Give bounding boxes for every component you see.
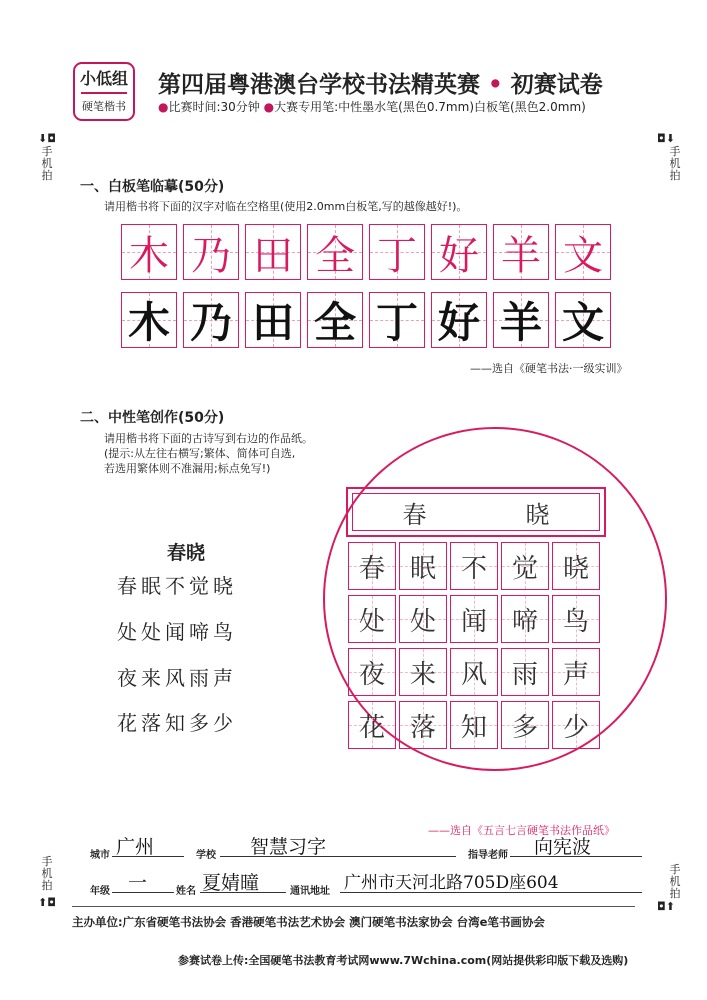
paper-grid-cell [348, 595, 396, 643]
title-separator: • [488, 71, 503, 98]
paper-grid-cell [501, 648, 549, 696]
camera-icon: ⬇◘ [38, 132, 56, 145]
title-suffix: 初赛试卷 [510, 71, 603, 98]
section1-source: ——选自《硬笔书法·一级实训》 [470, 362, 628, 375]
trace-cell [183, 224, 239, 280]
copy-cell [369, 292, 425, 348]
paper-grid-char: 声 [562, 659, 589, 690]
poem-line: 花落知多少 [117, 711, 237, 735]
section2-instruction-3: 若选用繁体则不准漏用;标点免写!) [104, 462, 271, 475]
camera-icon: ◘⬆ [657, 900, 675, 913]
teacher-label: 指导老师 [468, 850, 508, 861]
poem-line: 夜来风雨声 [117, 666, 237, 690]
trace-char: 全 [315, 232, 355, 279]
copy-cell [431, 292, 487, 348]
side-label-bottom-left: 手机拍 [41, 855, 53, 892]
section2-instruction-1: 请用楷书将下面的古诗写到右边的作品纸。 [104, 432, 313, 445]
grade-field[interactable] [112, 868, 174, 893]
paper-grid-cell [399, 648, 447, 696]
side-label-bottom-right: 手机拍 [669, 863, 681, 900]
city-label: 城市 [90, 850, 110, 861]
camera-icon: ⬆◘ [38, 896, 56, 909]
paper-grid-cell [501, 595, 549, 643]
copy-cell [183, 292, 239, 348]
title-main: 第四届粤港澳台学校书法精英赛 [158, 71, 480, 98]
section2-instruction-2: (提示:从左往右横写;繁体、简体可自选, [104, 447, 296, 460]
trace-cell [493, 224, 549, 280]
paper-grid-cell [450, 542, 498, 590]
camera-icon: ◘⬇ [657, 132, 675, 145]
copy-char: 文 [561, 298, 604, 347]
trace-cell [121, 224, 177, 280]
trace-char: 文 [563, 232, 603, 279]
paper-grid-cell [501, 701, 549, 749]
paper-grid-cell [399, 701, 447, 749]
copy-char: 田 [251, 298, 294, 347]
trace-char: 羊 [501, 232, 541, 279]
paper-grid-cell [552, 542, 600, 590]
paper-grid-cell [450, 648, 498, 696]
paper-grid-char: 不 [460, 553, 487, 584]
poem-line: 处处闻啼鸟 [117, 620, 237, 644]
section2-source: ——选自《五言七言硬笔书法作品纸》 [428, 824, 615, 837]
page-title [158, 66, 603, 99]
school-field[interactable] [220, 832, 456, 857]
paper-grid-cell [348, 542, 396, 590]
paper-grid-cell [450, 595, 498, 643]
copy-cell [493, 292, 549, 348]
paper-grid-cell [399, 542, 447, 590]
section1-instruction: 请用楷书将下面的汉字对临在空格里(使用2.0mm白板笔,写的越像越好!)。 [104, 200, 468, 213]
bullet-icon: ● [158, 100, 169, 114]
organizers: 主办单位:广东省硬笔书法协会 香港硬笔书法艺术协会 澳门硬笔书法家协会 台湾e笔书画协会 [72, 915, 545, 929]
copy-cell [245, 292, 301, 348]
trace-char: 丁 [377, 232, 417, 279]
paper-grid-char: 觉 [511, 553, 538, 584]
paper-grid-cell [552, 701, 600, 749]
paper-grid-char: 眠 [409, 553, 436, 584]
footer-divider [72, 906, 635, 907]
paper-grid-char: 风 [460, 659, 487, 690]
side-label-top-left: 手机拍 [41, 145, 53, 182]
paper-grid-cell [348, 648, 396, 696]
paper-grid-cell [552, 648, 600, 696]
address-value: 广州市天河北路705D座604 [344, 873, 559, 893]
name-value: 夏婧曈 [202, 872, 260, 894]
paper-grid-char: 来 [409, 659, 436, 690]
exam-pens: 大赛专用笔:中性墨水笔(黑色0.7mm)白板笔(黑色2.0mm) [274, 100, 586, 114]
paper-grid-char: 晓 [562, 553, 589, 584]
paper-grid-char: 多 [511, 712, 538, 743]
paper-grid-char: 闻 [460, 606, 487, 637]
paper-grid-char: 处 [358, 606, 385, 637]
paper-title-box [346, 487, 606, 537]
grade-label: 年级 [90, 886, 110, 897]
trace-cell [307, 224, 363, 280]
copy-cell [307, 292, 363, 348]
paper-grid-char: 落 [409, 712, 436, 743]
copy-cell [121, 292, 177, 348]
paper-grid-char: 啼 [511, 606, 538, 637]
paper-title-char: 晓 [525, 500, 550, 529]
paper-title-char: 春 [402, 500, 427, 529]
paper-grid-char: 春 [358, 553, 385, 584]
badge-divider [81, 92, 127, 94]
city-field[interactable] [112, 832, 184, 857]
school-label: 学校 [196, 850, 216, 861]
copy-char: 羊 [499, 298, 542, 347]
section1-heading: 一、白板笔临摹(50分) [80, 179, 225, 195]
paper-grid-cell [501, 542, 549, 590]
paper-grid-char: 少 [562, 712, 589, 743]
paper-grid-cell [552, 595, 600, 643]
trace-char: 乃 [191, 232, 231, 279]
paper-grid-char: 鸟 [562, 606, 589, 637]
address-label: 通讯地址 [290, 886, 330, 897]
section2-heading: 二、中性笔创作(50分) [80, 410, 225, 426]
name-label: 姓名 [176, 886, 196, 897]
address-field[interactable] [340, 868, 642, 893]
teacher-value: 向宪波 [534, 836, 592, 858]
poem-title: 春晓 [167, 542, 206, 564]
school-value: 智慧习字 [250, 836, 327, 858]
exam-info [158, 98, 586, 115]
paper-grid-char: 知 [460, 712, 487, 743]
copy-char: 乃 [189, 298, 232, 347]
upload-info: 参赛试卷上传:全国硬笔书法教育考试网www.7Wchina.com(网站提供彩印版下载及选购) [178, 954, 629, 967]
teacher-field[interactable] [510, 832, 642, 857]
city-value: 广州 [116, 836, 155, 858]
exam-time: 比赛时间:30分钟 [168, 100, 260, 114]
trace-cell [431, 224, 487, 280]
paper-grid-cell [348, 701, 396, 749]
paper-grid-char: 处 [409, 606, 436, 637]
trace-char: 田 [253, 232, 293, 279]
paper-grid-char: 花 [358, 712, 385, 743]
paper-grid-char: 雨 [511, 659, 538, 690]
poem-line: 春眠不觉晓 [117, 574, 237, 598]
paper-grid-char: 夜 [358, 659, 385, 690]
group-badge [73, 62, 135, 121]
copy-char: 木 [127, 298, 170, 347]
name-field[interactable] [200, 868, 286, 893]
paper-grid-cell [450, 701, 498, 749]
trace-char: 木 [129, 232, 169, 279]
trace-cell [245, 224, 301, 280]
badge-group: 小低组 [79, 69, 128, 88]
copy-cell [555, 292, 611, 348]
copy-char: 丁 [375, 298, 418, 347]
badge-category: 硬笔楷书 [82, 100, 126, 113]
trace-char: 好 [439, 232, 479, 279]
side-label-top-right: 手机拍 [669, 145, 681, 182]
paper-grid-cell [399, 595, 447, 643]
bullet-icon: ● [263, 100, 275, 114]
copy-char: 全 [313, 298, 356, 347]
copy-char: 好 [437, 298, 480, 347]
trace-cell [555, 224, 611, 280]
grade-value: 一 [128, 872, 148, 894]
trace-cell [369, 224, 425, 280]
